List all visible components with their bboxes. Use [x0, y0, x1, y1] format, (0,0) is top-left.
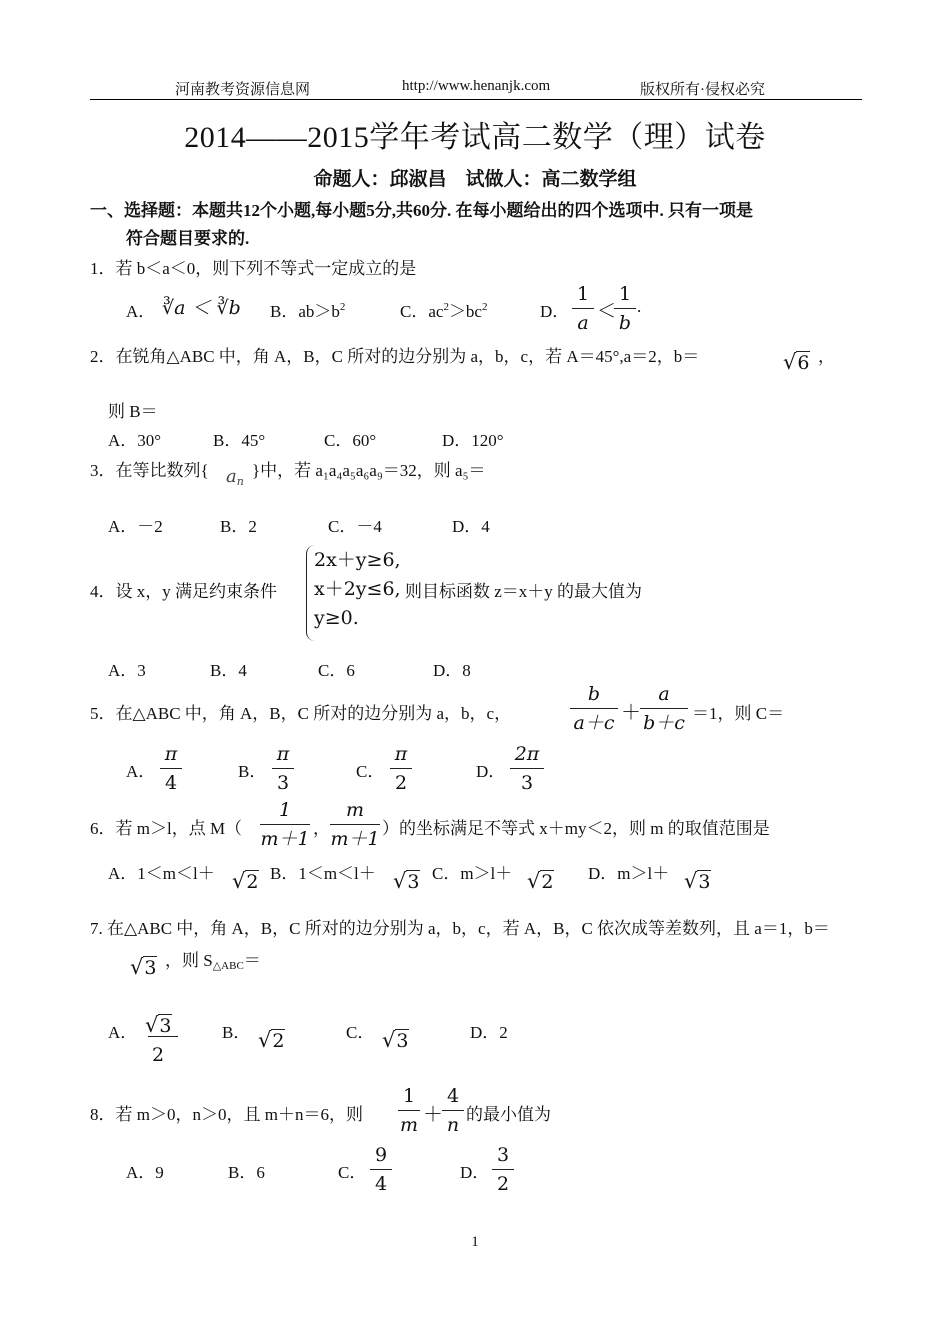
q4-constraint-3: y≥0. — [314, 607, 359, 629]
q5-plus: ＋ — [621, 702, 641, 724]
q6-stem: 6．若 m＞l，点 M（ — [90, 819, 243, 838]
q5-option-a-frac: π 4 — [160, 741, 182, 796]
q5-stem-post: ＝1，则 C＝ — [692, 704, 785, 723]
section-heading-cont: 符合题目要求的. — [126, 229, 250, 248]
q5-option-b-frac: π 3 — [272, 741, 294, 796]
q7-option-b-sqrt: √2 — [258, 1028, 285, 1052]
q7-option-a: A． — [108, 1023, 138, 1042]
q7-option-d: D．2 — [470, 1023, 508, 1042]
header-site: 河南教考资源信息网 — [175, 82, 311, 98]
section-heading: 一、选择题：本题共12个小题,每小题5分,共60分. 在每小题给出的四个选项中. 只有一项是 — [90, 201, 753, 220]
q6-option-b-sqrt: √3 — [393, 869, 420, 893]
q6-option-a: A．1＜m＜l＋ — [108, 864, 215, 883]
page-number: 1 — [471, 1234, 479, 1250]
q1-option-d: D． — [540, 302, 570, 321]
q7-option-c: C． — [346, 1023, 375, 1042]
q7-option-a-denominator: 2 — [152, 1044, 165, 1066]
q8-stem: 8．若 m＞0，n＞0，且 m＋n＝6，则 — [90, 1105, 363, 1124]
header-rule — [90, 99, 862, 100]
q6-option-d-sqrt: √3 — [684, 869, 711, 893]
q1-d-lt: ＜ — [597, 301, 617, 322]
q5-option-d: D． — [476, 762, 506, 781]
q8-frac1: 1 m — [399, 1085, 419, 1136]
q6-stem-post: ）的坐标满足不等式 x＋my＜2，则 m 的取值范围是 — [382, 819, 770, 838]
q8-option-a: A．9 — [126, 1163, 164, 1182]
q4-stem: 4．设 x，y 满足约束条件 — [90, 582, 277, 601]
q7-option-a-sqrt: √3 — [145, 1013, 172, 1037]
q2-sqrt: √6 — [783, 350, 810, 374]
q8-option-c: C． — [338, 1163, 367, 1182]
q7-then: ，则 S△ABC＝ — [165, 951, 261, 972]
q6-option-a-sqrt: √2 — [232, 869, 259, 893]
q5-option-a: A． — [126, 762, 156, 781]
q6-comma: ， — [313, 819, 330, 838]
q7-option-b: B． — [222, 1023, 251, 1042]
q2-comma: ， — [818, 347, 835, 366]
q1-option-a: A． — [126, 302, 156, 321]
q8-option-c-frac: 9 4 — [370, 1142, 392, 1197]
q2-stem: 2．在锐角△ABC 中，角 A，B，C 所对的边分别为 a，b，c，若 A＝45°,a＝2，b＝ — [90, 347, 700, 366]
q7-sqrt: √3 — [130, 955, 157, 979]
q4-constraint-1: 2x＋y≥6, — [314, 549, 401, 571]
q2-option-d: D．120° — [442, 431, 504, 450]
q5-option-c: C． — [356, 762, 385, 781]
q2-option-c: C．60° — [324, 431, 377, 450]
q8-option-d-frac: 3 2 — [492, 1142, 514, 1197]
q3-option-c: C．－4 — [328, 517, 382, 536]
q4-constraint-2: x＋2y≤6, — [314, 578, 401, 600]
q6-frac2: m m＋1 — [330, 799, 380, 850]
q5-stem: 5．在△ABC 中，角 A，B，C 所对的边分别为 a，b，c， — [90, 704, 512, 723]
page-title: 2014——2015学年考试高二数学（理）试卷 — [184, 121, 766, 154]
q1-d-frac2: 1 b — [614, 281, 636, 336]
q2-option-a: A．30° — [108, 431, 162, 450]
q3-stem-post: }中，若 a₁a₄a₅a₆a₉＝32，则 a₅＝ — [252, 461, 486, 480]
q1-option-a-math: ∛a ＜ ∛b — [162, 297, 241, 319]
q1-d-end: . — [637, 297, 642, 316]
header-copyright: 版权所有·侵权必究 — [640, 82, 765, 98]
q3-an: an — [226, 466, 244, 488]
q6-frac1: 1 m＋1 — [260, 799, 310, 850]
q4-option-b: B．4 — [210, 661, 247, 680]
q3-option-b: B．2 — [220, 517, 257, 536]
q3-option-d: D．4 — [452, 517, 490, 536]
q7-option-c-sqrt: √3 — [382, 1028, 409, 1052]
q5-frac1: b a＋c — [570, 681, 618, 736]
q1-d-frac1: 1 a — [572, 281, 594, 336]
q8-plus: ＋ — [423, 1104, 443, 1126]
q3-stem: 3．在等比数列{ — [90, 461, 209, 480]
page-subtitle: 命题人：邱淑昌 试做人：高二数学组 — [313, 168, 637, 190]
header-url[interactable]: http://www.henanjk.com — [402, 78, 551, 94]
q7-option-a-bar — [148, 1036, 178, 1037]
q5-option-c-frac: π 2 — [390, 741, 412, 796]
q1-option-b: B．$ab>b^2$ — [270, 301, 346, 321]
q2-option-b: B．45° — [213, 431, 266, 450]
q7-stem: 7. 在△ABC 中，角 A，B，C 所对的边分别为 a，b，c，若 A，B，C 依次成等差数列，且 a＝1，b＝ — [90, 919, 830, 938]
q6-option-d: D．m＞l＋ — [588, 864, 670, 883]
q5-option-b: B． — [238, 762, 267, 781]
q5-option-d-frac: 2π 3 — [510, 741, 544, 796]
q4-stem-post: 则目标函数 z＝x＋y 的最大值为 — [405, 582, 643, 601]
q8-option-d: D． — [460, 1163, 490, 1182]
q4-option-a: A．3 — [108, 661, 146, 680]
q3-option-a: A．－2 — [108, 517, 163, 536]
q5-frac2: a b＋c — [640, 681, 688, 736]
q4-option-c: C．6 — [318, 661, 355, 680]
q6-option-c: C．m＞l＋ — [432, 864, 513, 883]
q4-constraints — [314, 546, 401, 633]
q8-option-b: B．6 — [228, 1163, 265, 1182]
q2-then: 则 B＝ — [108, 402, 158, 421]
q1-option-c: C．$ac^2>bc^2$ — [400, 301, 488, 321]
q8-frac2: 4 n — [442, 1083, 464, 1138]
q8-stem-post: 的最小值为 — [466, 1105, 551, 1124]
q4-option-d: D．8 — [433, 661, 471, 680]
q6-option-c-sqrt: √2 — [527, 869, 554, 893]
q1-stem: 1．若 b＜a＜0，则下列不等式一定成立的是 — [90, 259, 417, 278]
q6-option-b: B．1＜m＜l＋ — [270, 864, 376, 883]
